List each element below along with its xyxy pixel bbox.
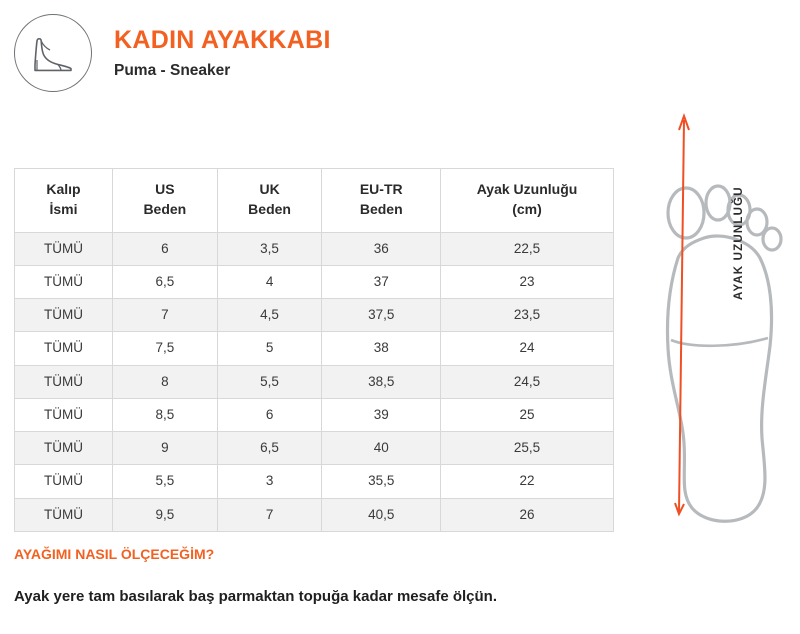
table-cell: 3,5 xyxy=(217,232,322,265)
table-cell: 6 xyxy=(112,232,217,265)
table-cell: 23,5 xyxy=(441,299,614,332)
table-row xyxy=(15,265,614,298)
table-cell: TÜMÜ xyxy=(15,498,113,531)
footer-heading: AYAĞIMI NASIL ÖLÇECEĞİM? xyxy=(14,546,215,562)
table-cell: 4 xyxy=(217,265,322,298)
table-header-row xyxy=(15,169,614,233)
table-header-line: Beden xyxy=(143,201,187,218)
table-cell: TÜMÜ xyxy=(15,232,113,265)
table-row xyxy=(15,398,614,431)
table-cell: 38,5 xyxy=(322,365,441,398)
table-cell: 22,5 xyxy=(441,232,614,265)
table-cell: 24 xyxy=(441,332,614,365)
table-cell: 36 xyxy=(322,232,441,265)
high-heel-shoe-icon xyxy=(14,14,92,92)
table-cell: 4,5 xyxy=(217,299,322,332)
footer-text: Ayak yere tam basılarak baş parmaktan topuğa kadar mesafe ölçün. xyxy=(14,588,497,605)
table-header-line: US xyxy=(155,181,175,197)
foot-measure-diagram xyxy=(630,108,800,538)
table-cell: 37 xyxy=(322,265,441,298)
foot-length-label: AYAK UZUNLUĞU xyxy=(733,186,745,300)
table-cell: 37,5 xyxy=(322,299,441,332)
table-header-line: İsmi xyxy=(49,201,78,218)
table-cell: TÜMÜ xyxy=(15,299,113,332)
table-header-cell xyxy=(217,169,322,233)
table-cell: 40,5 xyxy=(322,498,441,531)
table-cell: 5 xyxy=(217,332,322,365)
table-cell: 40 xyxy=(322,432,441,465)
table-cell: TÜMÜ xyxy=(15,332,113,365)
table-header-line: EU-TR xyxy=(359,181,403,197)
table-header-cell xyxy=(322,169,441,233)
table-header-cell xyxy=(441,169,614,233)
table-header-line: Beden xyxy=(359,201,403,218)
table-cell: TÜMÜ xyxy=(15,398,113,431)
table-cell: 6 xyxy=(217,398,322,431)
table-row xyxy=(15,432,614,465)
table-cell: 38 xyxy=(322,332,441,365)
table-cell: TÜMÜ xyxy=(15,465,113,498)
table-cell: 7 xyxy=(217,498,322,531)
page-subtitle: Puma - Sneaker xyxy=(114,62,231,80)
size-table xyxy=(14,168,614,532)
table-row xyxy=(15,332,614,365)
table-header-line: Beden xyxy=(248,201,291,218)
table-cell: TÜMÜ xyxy=(15,265,113,298)
table-cell: 8,5 xyxy=(112,398,217,431)
table-cell: 25 xyxy=(441,398,614,431)
table-cell: 3 xyxy=(217,465,322,498)
page-title: KADIN AYAKKABI xyxy=(114,25,331,54)
table-row xyxy=(15,299,614,332)
footer xyxy=(14,546,784,605)
table-row xyxy=(15,465,614,498)
table-cell: 9 xyxy=(112,432,217,465)
table-cell: 24,5 xyxy=(441,365,614,398)
table-cell: TÜMÜ xyxy=(15,432,113,465)
table-cell: TÜMÜ xyxy=(15,365,113,398)
table-cell: 6,5 xyxy=(112,265,217,298)
table-row xyxy=(15,365,614,398)
table-header-line: UK xyxy=(259,181,280,197)
table-header-line: Ayak Uzunluğu xyxy=(476,181,578,197)
table-cell: 7,5 xyxy=(112,332,217,365)
table-cell: 22 xyxy=(441,465,614,498)
table-cell: 5,5 xyxy=(112,465,217,498)
table-header-cell xyxy=(112,169,217,233)
table-cell: 39 xyxy=(322,398,441,431)
table-cell: 23 xyxy=(441,265,614,298)
table-cell: 25,5 xyxy=(441,432,614,465)
table-cell: 35,5 xyxy=(322,465,441,498)
table-cell: 26 xyxy=(441,498,614,531)
header xyxy=(14,14,331,92)
table-cell: 8 xyxy=(112,365,217,398)
table-cell: 5,5 xyxy=(217,365,322,398)
table-row xyxy=(15,232,614,265)
table-cell: 6,5 xyxy=(217,432,322,465)
table-header-line: (cm) xyxy=(512,201,542,218)
table-cell: 9,5 xyxy=(112,498,217,531)
table-row xyxy=(15,498,614,531)
table-cell: 7 xyxy=(112,299,217,332)
table-header-line: Kalıp xyxy=(46,181,81,197)
table-header-cell xyxy=(15,169,113,233)
foot-sole-outline-icon xyxy=(630,108,800,538)
